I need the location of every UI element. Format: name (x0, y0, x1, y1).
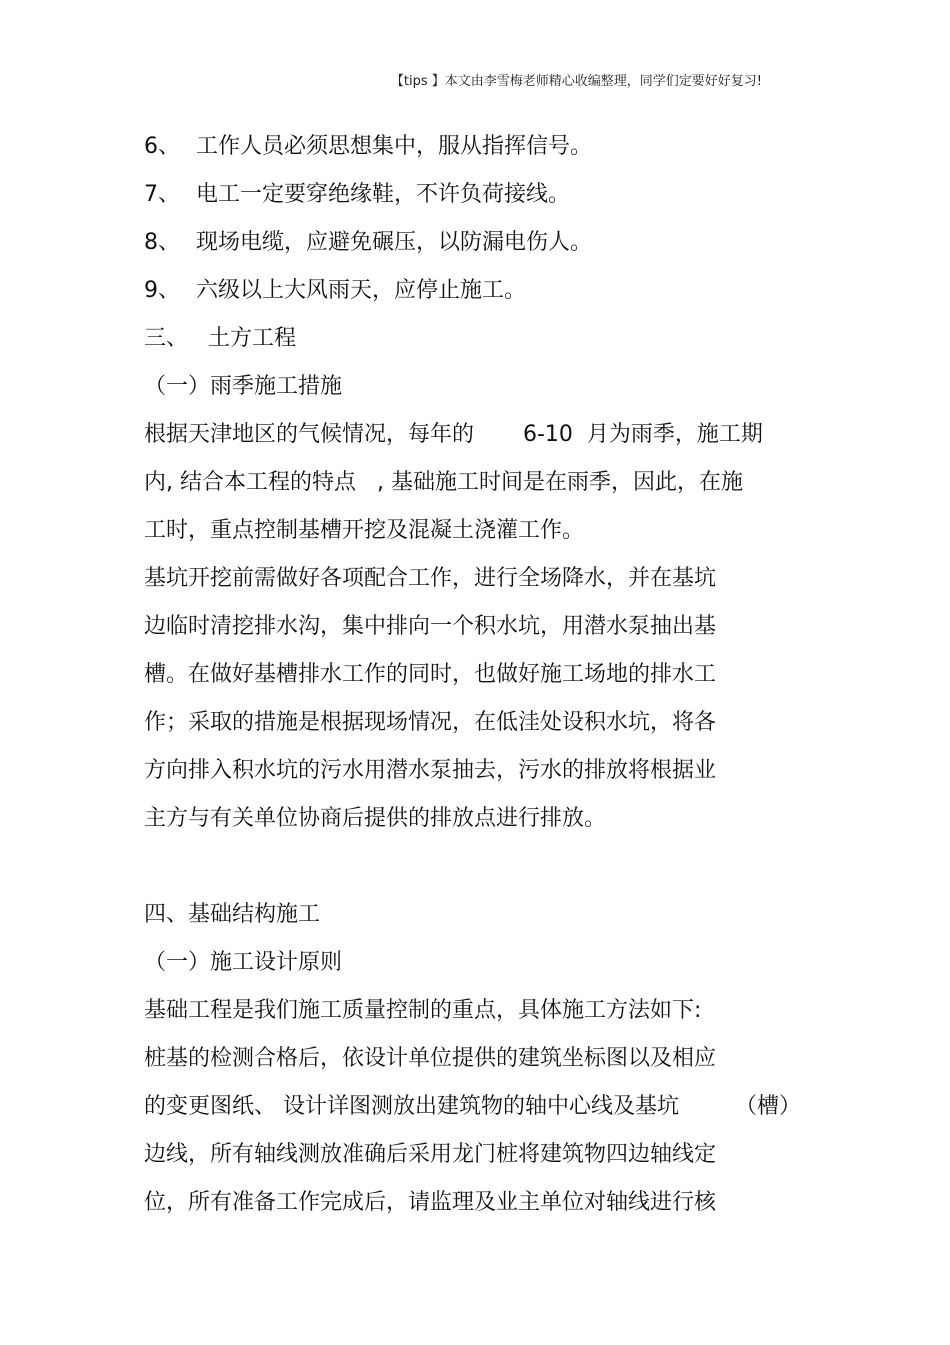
section-number: 三、 (144, 326, 189, 351)
paragraph-line: 工时，重点控制基槽开挖及混凝土浇灌工作。 (144, 518, 585, 543)
section-3-subheading: （一）雨季施工措施 (144, 374, 343, 399)
paragraph-line: 内, 结合本工程的特点 , 基础施工时间是在雨季，因此，在施 (144, 470, 743, 495)
paragraph-line: 基础工程是我们施工质量控制的重点，具体施工方法如下: (144, 998, 702, 1023)
list-number: 6、 (144, 134, 180, 159)
list-number: 7、 (144, 182, 180, 207)
list-item-6 (144, 132, 592, 162)
paragraph-line: 的变更图纸、 设计详图测放出建筑物的轴中心线及基坑 （槽） (144, 1094, 801, 1119)
paragraph-line: 主方与有关单位协商后提供的排放点进行排放。 (144, 806, 607, 831)
list-number: 9、 (144, 278, 180, 303)
section-4-subheading: （一）施工设计原则 (144, 950, 343, 975)
header-tip: 【tips 】本文由李雪梅老师精心收编整理，同学们定要好好复习! (390, 74, 762, 89)
list-text: 工作人员必须思想集中，服从指挥信号。 (196, 134, 593, 159)
paragraph-line: 槽。在做好基槽排水工作的同时，也做好施工场地的排水工 (144, 662, 717, 687)
paragraph-line: 位，所有准备工作完成后，请监理及业主单位对轴线进行核 (144, 1190, 717, 1215)
paragraph-line: 作；采取的措施是根据现场情况，在低洼处设积水坑，将各 (144, 710, 717, 735)
paragraph-line: 桩基的检测合格后，依设计单位提供的建筑坐标图以及相应 (144, 1046, 717, 1071)
list-text: 六级以上大风雨天，应停止施工。 (196, 278, 527, 303)
paragraph-line: 边线，所有轴线测放准确后采用龙门桩将建筑物四边轴线定 (144, 1142, 717, 1167)
list-item-8 (144, 228, 592, 258)
paragraph-line: 方向排入积水坑的污水用潜水泵抽去，污水的排放将根据业 (144, 758, 717, 783)
paragraph-line: 边临时清挖排水沟，集中排向一个积水坑，用潜水泵抽出基 (144, 614, 717, 639)
list-number: 8、 (144, 230, 180, 255)
list-item-7 (144, 180, 570, 210)
list-text: 电工一定要穿绝缘鞋，不许负荷接线。 (196, 182, 571, 207)
list-text: 现场电缆，应避免碾压，以防漏电伤人。 (196, 230, 593, 255)
section-title: 土方工程 (208, 326, 297, 351)
paragraph-line: 根据天津地区的气候情况，每年的 6-10 月为雨季，施工期 (144, 422, 763, 447)
paragraph-line: 基坑开挖前需做好各项配合工作，进行全场降水，并在基坑 (144, 566, 717, 591)
section-4-heading: 四、基础结构施工 (144, 902, 321, 927)
section-3-heading (144, 324, 296, 354)
list-item-9 (144, 276, 526, 306)
